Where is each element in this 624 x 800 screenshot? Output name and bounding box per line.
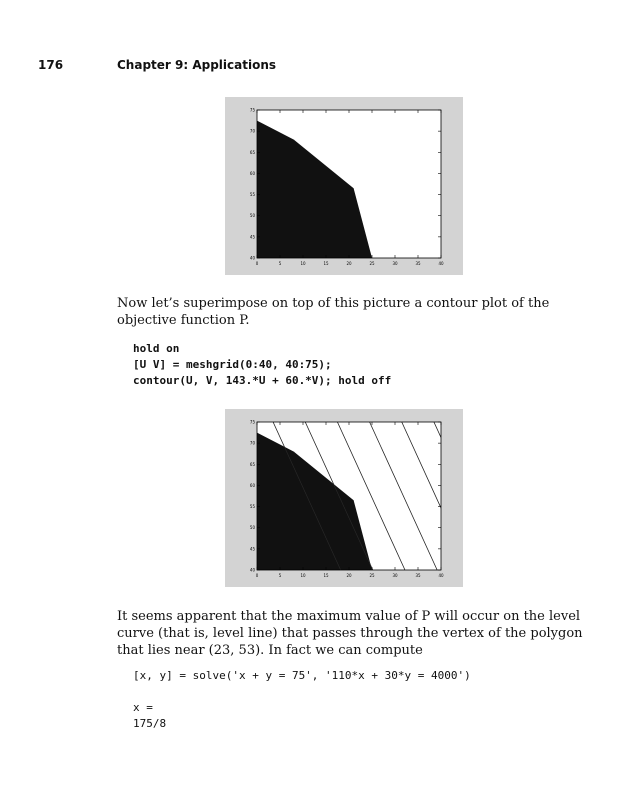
y-tick-label: 70 (249, 440, 255, 446)
x-tick-label: 5 (278, 261, 282, 266)
feasible-region-plot (225, 97, 463, 275)
y-tick-label: 50 (249, 525, 255, 531)
x-tick-label: 15 (323, 261, 329, 266)
code-block-contour: hold on [U V] = meshgrid(0:40, 40:75); contour(U, V, 143.*U + 60.*V); hold off (133, 342, 392, 387)
x-tick-label: 35 (415, 261, 421, 266)
code-block-output: x = 175/8 (133, 701, 167, 730)
y-tick-label: 65 (249, 149, 255, 155)
chart-svg (225, 97, 463, 275)
y-tick-label: 70 (249, 128, 255, 134)
x-tick-label: 30 (392, 573, 398, 578)
x-tick-label: 40 (438, 261, 444, 266)
y-tick-label: 60 (249, 170, 255, 176)
x-tick-label: 15 (323, 573, 329, 578)
y-tick-label: 75 (249, 107, 255, 113)
paragraph-maximum: It seems apparent that the maximum value of P will occur on the level curve (that is, level line) that passes through the vertex of the polygon that lies near (23, 53). In fact we can compute (117, 609, 583, 658)
y-tick-label: 45 (249, 546, 255, 552)
x-tick-label: 20 (346, 261, 352, 266)
y-tick-label: 50 (249, 213, 255, 219)
x-tick-label: 20 (346, 573, 352, 578)
x-tick-label: 25 (369, 261, 375, 266)
y-tick-label: 45 (249, 234, 255, 240)
y-tick-label: 65 (249, 461, 255, 467)
x-tick-label: 5 (278, 573, 282, 578)
contour-overlay-plot (225, 409, 463, 587)
chapter-title: Chapter 9: Applications (117, 58, 277, 72)
paragraph-superimpose: Now let’s superimpose on top of this picture a contour plot of the objective function P. (117, 296, 550, 328)
y-tick-label: 40 (249, 567, 255, 573)
code-block-solve: [x, y] = solve('x + y = 75', '110*x + 30*y = 4000') (133, 669, 471, 682)
page-number: 176 (38, 58, 64, 72)
x-tick-label: 25 (369, 573, 375, 578)
chart-svg (225, 409, 463, 587)
x-tick-label: 10 (300, 261, 306, 266)
y-tick-label: 55 (249, 504, 255, 510)
x-tick-label: 0 (255, 261, 259, 266)
y-tick-label: 75 (249, 419, 255, 425)
x-tick-label: 40 (438, 573, 444, 578)
x-tick-label: 35 (415, 573, 421, 578)
y-tick-label: 40 (249, 255, 255, 261)
y-tick-label: 55 (249, 192, 255, 198)
x-tick-label: 0 (255, 573, 259, 578)
x-tick-label: 30 (392, 261, 398, 266)
y-tick-label: 60 (249, 482, 255, 488)
x-tick-label: 10 (300, 573, 306, 578)
